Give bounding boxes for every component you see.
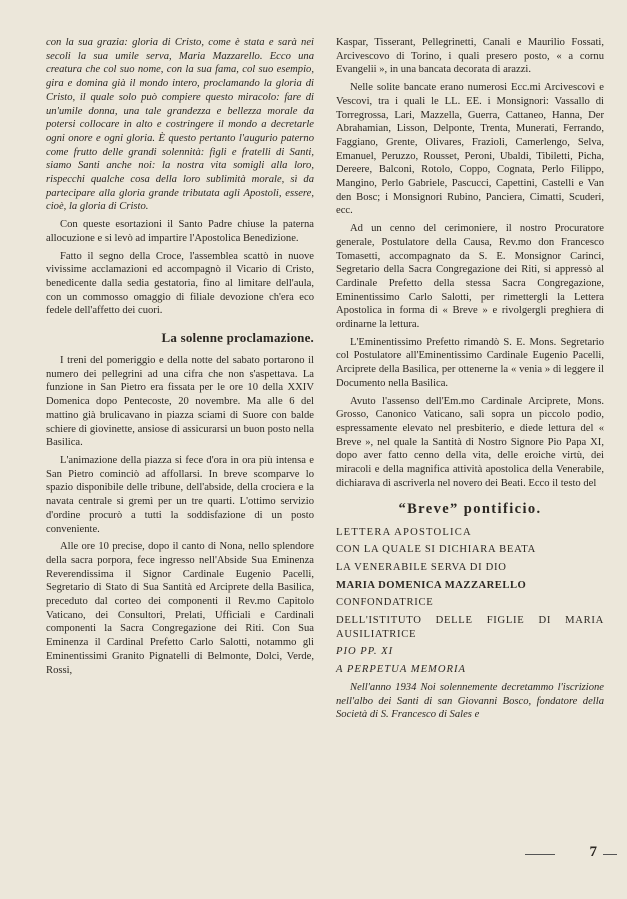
paragraph: Nelle solite bancate erano numerosi Ecc.mi Arcivescovi e Vescovi, tra i quali le LL. EE. i Monsignori: Vassallo di Torregrossa, Lari, Mazzella, Guerra, Cattaneo, Hanna, Der Abrahamian, Lisson, Delponte, Trenta, Munerati, Ferrando, Faggiano, Grente, Olivares, Frazioli, Camerlengo, Selva, Emanuel, Peruzzo, Rousset, Peroni, Ubaldi, Tibiletti, Picha, Dereere, Balconi, Rotolo, Coppo, Cognata, Perlo Filippo, Mangino, Perlo Gabriele, Pascucci, Capettini, Castelli e Van den Bosc; i Monsignori Rubino, Panciera, Cimatti, Scuderi, ecc. bbox=[336, 82, 604, 217]
perpetual-memory: A PERPETUA MEMORIA bbox=[336, 664, 466, 676]
right-column bbox=[336, 36, 604, 726]
paragraph: L'animazione della piazza si fece d'ora in ora più intensa e San Pietro cominciò ad affollarsi. In breve scomparve lo spazio disponibile delle tribune, dell'abside, della crociera e la navata centrale si gremì per un tre quarti. L'ottimo servizio d'ordine procurò a tutti la soddisfazione di un posto conveniente. bbox=[46, 454, 314, 535]
paragraph: Fatto il segno della Croce, l'assemblea scattò in nuove vivissime acclamazioni ed accompagnò il Vicario di Cristo, benedicente dalla sedia gestatoria, fino al limitare dell'aula, con un commosso omaggio di filiale devozione ch'era eco fedele dell'affetto dei cuori. bbox=[46, 250, 314, 317]
decorative-dash bbox=[525, 854, 555, 855]
paragraph: Ad un cenno del cerimoniere, il nostro Procuratore generale, Postulatore della Causa, Rev.mo don Francesco Tomasetti, accompagnato da S. E. Monsignor Carinci, Segretario della Sacra Congregazione dei Riti, si appressò al Cardinale Prefetto della stessa Sacra Congregazione, Eminentissimo Carlo Salotti, per rimettergli la Lettera Apostolica in forma di « Breve » e rivolgergli preghiera di ordinarne la lettura. bbox=[336, 223, 604, 331]
letter-title: LETTERA APOSTOLICA bbox=[336, 526, 472, 538]
paragraph: Con queste esortazioni il Santo Padre chiuse la paterna allocuzione e si levò ad impartire l'Apostolica Benedizione. bbox=[46, 219, 314, 244]
two-column-body bbox=[46, 36, 605, 726]
pope-name: PIO PP. XI bbox=[336, 646, 394, 658]
paragraph: L'Eminentissimo Prefetto rimandò S. E. Mons. Segretario col Postulatore all'Eminentissimo Cardinale Eugenio Pacelli, Arciprete della Basilica, per ottenerne la « venia » di leggere il Documento nella Basilica. bbox=[336, 336, 604, 389]
section-heading-breve: “Breve” pontificio. bbox=[398, 500, 542, 517]
decorative-dash bbox=[603, 854, 617, 855]
letter-subtitle: CON LA QUALE SI DICHIARA BEATA bbox=[336, 544, 536, 556]
brief-text-paragraph: Nell'anno 1934 Noi solennemente decretammo l'iscrizione nell'albo dei Santi di san Giovanni Bosco, fondatore della Società di S. Francesco di Sales e bbox=[336, 681, 604, 721]
beatified-name: MARIA DOMENICA MAZZARELLO bbox=[336, 579, 527, 591]
section-heading: La solenne proclamazione. bbox=[161, 330, 314, 346]
paragraph: Alle ore 10 precise, dopo il canto di Nona, nello splendore della sacra porpora, fece ingresso nell'Abside Sua Eminenza Reverendissima il Signor Cardinale Eugenio Pacelli, Segretario di Stato di Sua Santità ed Arciprete della Basilica, preceduto dal corteo dei componenti il Rev.mo Capitolo Vaticano, dei Consultori, Prelati, Ufficiali e Cardinali componenti la Sacra Congregazione dei Riti. Con Sua Eminenza il Cardinal Prefetto Carlo Salotti, notammo gli Eminentissimi Granito Pignatelli di Belmonte, Dolci, Verde, Rossi, bbox=[46, 541, 314, 676]
allocution-italic-paragraph: con la sua grazia: gloria di Cristo, come è stata e sarà nei secoli la sua umile serva, Maria Mazzarello. Ecco una creatura che col suo nome, con la sua fama, col suo esempio, gira e domina già il mondo intero, proclamando la gloria di Cristo, il quale solo può compiere questo miracolo: fare di un'umile donna, una tale grandezza e bellezza morale da potersi collocare in alto e costringere il mondo a decretarle ogni onore e ogni gloria. È questo pertanto l'augurio paterno come frutto delle grandi solennità: figli e fratelli di Santi, siamo Santi anche noi: la nostra vita somigli alla loro, rispecchi qualche cosa della loro sublimità morale, sì da partecipare alla gloria grande tributata agli Apostoli, essere, cioè, la gloria di Cristo. bbox=[46, 37, 314, 213]
paragraph: Avuto l'assenso dell'Em.mo Cardinale Arciprete, Mons. Grosso, Canonico Vaticano, salì sopra un piccolo podio, espressamente elevato nel presbiterio, e diede lettura del « Breve », nel quale la Santità di Nostro Signore Pio Papa XI, dopo aver fatto cenno della vita, delle eroiche virtù, dei miracoli e della magnifica attività apostolica della Venerabile, dichiarava di ascriverla nel novero dei Beati. Ecco il testo del bbox=[336, 395, 604, 489]
letter-subtitle: CONFONDATRICE bbox=[336, 597, 434, 609]
letter-subtitle: DELL'ISTITUTO DELLE FIGLIE DI MARIA AUSILIATRICE bbox=[336, 615, 604, 640]
paragraph: I treni del pomeriggio e della notte del sabato portarono il numero dei pellegrini ad una cifra che non s'aspettava. La funzione in San Pietro era fissata per le ore 10 della XXIV Domenica dopo Pentecoste, 20 novembre. Ma alle 6 del mattino già brulicavano in piazza sciami di Suore con balde schiere di giovinette, ansiose di assicurarsi un buon posto nella Basilica. bbox=[46, 355, 314, 449]
paragraph: Kaspar, Tisserant, Pellegrinetti, Canali e Maurilio Fossati, Arcivescovo di Torino, i quali presero posto, « a cornu Evangelii », in una bancata decorata di arazzi. bbox=[336, 37, 604, 76]
left-column bbox=[46, 36, 314, 726]
page-number: 7 bbox=[589, 844, 597, 860]
letter-subtitle: LA VENERABILE SERVA DI DIO bbox=[336, 561, 507, 573]
